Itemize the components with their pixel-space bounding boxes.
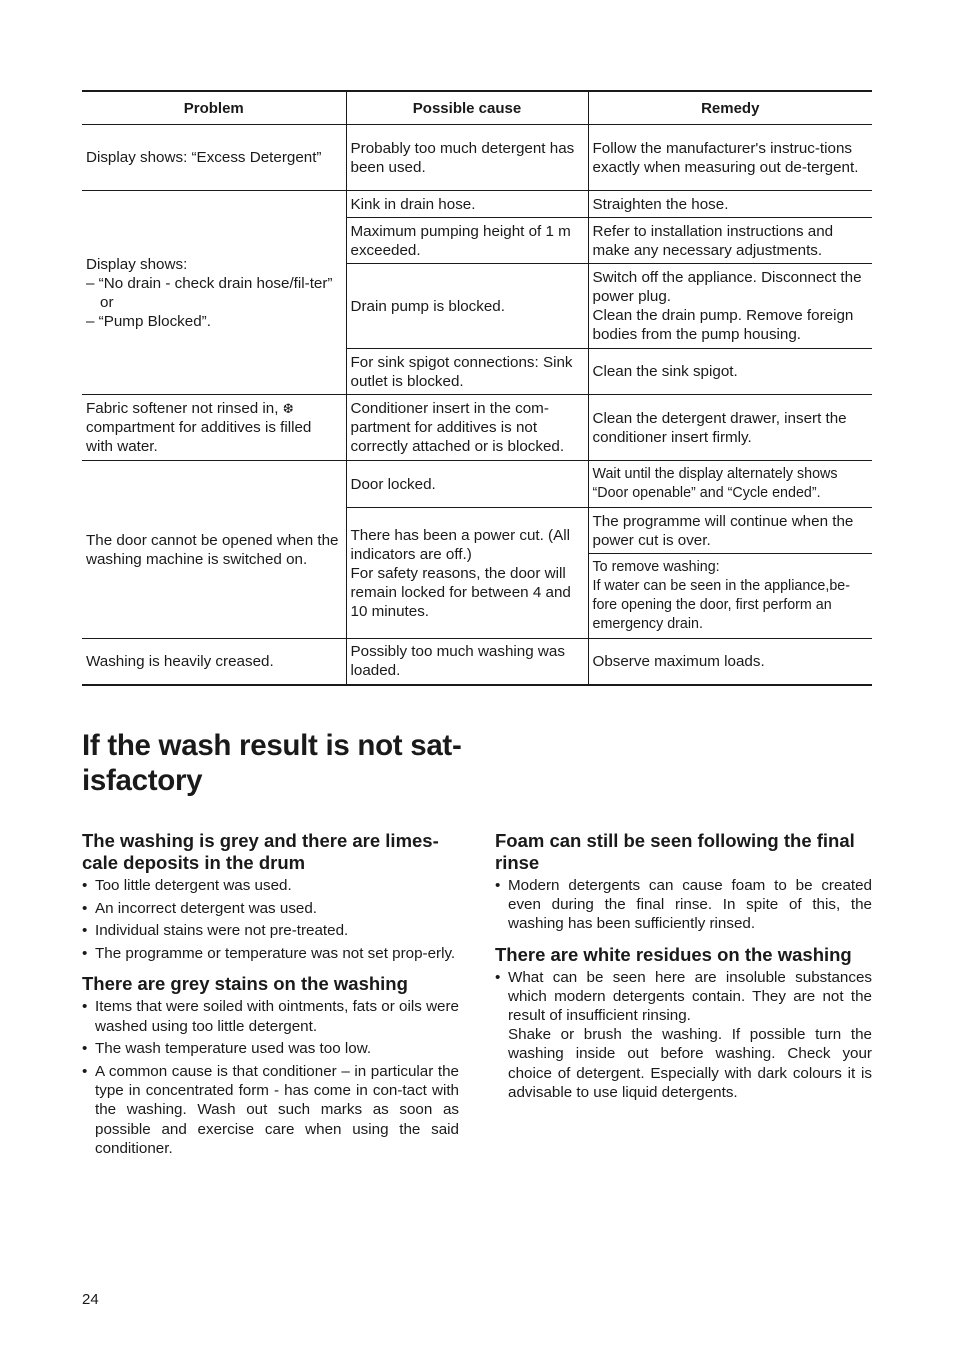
remedy-cell [588,554,872,639]
table-row [82,125,872,191]
problem-cell [82,191,346,395]
stains-heading: There are grey stains on the washing [82,973,408,995]
page-number: 24 [82,1291,99,1308]
remedy-cell: Clean the sink spigot. [588,349,872,395]
problem-text-b: compartment for additives is filled with water. [86,419,312,455]
table-row [82,461,872,508]
problem-cell: The door cannot be opened when the washing machine is switched on. [82,461,346,639]
remedy-line: Clean the drain pump. Remove foreign bodies from the pump housing. [592,307,854,343]
remedy-cell: Refer to installation instructions and make any necessary adjustments. [588,218,872,264]
white-list [495,968,872,1102]
foam-list [495,876,872,934]
problem-cell [82,395,346,461]
table-row [82,395,872,461]
table-row [82,639,872,685]
list-item: • An incorrect detergent was used. [82,899,459,918]
paragraph: Shake or brush the washing. If possible turn the washing inside out before washing. Check your choice of detergent. Especially with dark colours it is advisable to use liquid detergents. [508,1026,872,1101]
list-item: • Modern detergents can cause foam to be created even during the final rinse. In spite of this, the washing has been sufficiently rinsed. [495,876,872,934]
cause-cell: Possibly too much washing was loaded. [346,639,588,685]
right-column [495,830,872,1106]
cause-cell [346,508,588,639]
cause-cell: Door locked. [346,461,588,508]
remedy-cell: The programme will continue when the power cut is over. [588,508,872,554]
remedy-line: If water can be seen in the appliance,be-fore opening the door, first perform an emergency drain. [592,578,851,632]
remedy-cell: Follow the manufacturer's instruc-tions exactly when measuring out de-tergent. [588,125,872,191]
softener-compartment-icon: ❆ [282,401,294,416]
problem-cell: Display shows: “Excess Detergent” [82,125,346,191]
list-item [495,968,872,1102]
cause-cell: Probably too much detergent has been used. [346,125,588,191]
foam-heading: Foam can still be seen following the final rinse [495,830,855,873]
remedy-line: Switch off the appliance. Disconnect the power plug. [592,269,862,305]
header-cause: Possible cause [346,91,588,125]
remedy-cell: Clean the detergent drawer, insert the conditioner insert firmly. [588,395,872,461]
problem-list [86,274,342,331]
paragraph: • What can be seen here are insoluble substances which modern detergents contain. They are not the result of insufficient rinsing. [508,968,872,1025]
cause-line: For safety reasons, the door will remain locked for between 4 and 10 minutes. [350,564,571,620]
list-item: • Individual stains were not pre-treated. [82,921,459,940]
problem-cell: Washing is heavily creased. [82,639,346,685]
table-header-row [82,91,872,125]
list-item: • Too little detergent was used. [82,876,459,895]
list-item: • Items that were soiled with ointments, fats or oils were washed using too little detergent. [82,997,459,1035]
list-item: – “No drain - check drain hose/fil-ter” or [86,274,333,311]
problem-intro: Display shows: [86,255,188,273]
grey-heading: The washing is grey and there are limes-cale deposits in the drum [82,830,439,873]
stains-list [82,997,459,1158]
remedy-line: To remove washing: [592,559,720,575]
troubleshooting-table [82,90,872,686]
list-item: – “Pump Blocked”. [86,312,211,330]
table-row [82,191,872,218]
white-heading: There are white residues on the washing [495,943,852,965]
cause-cell: Maximum pumping height of 1 m exceeded. [346,218,588,264]
grey-list [82,876,459,963]
section-title: If the wash result is not sat-isfactory [82,729,462,797]
list-item: • A common cause is that conditioner – in particular the type in concentrated form - has come in con-tact with the washing. Wash out such marks as soon as possible and exercise care when using the said conditioner. [82,1062,459,1158]
list-item: • The programme or temperature was not set prop-erly. [82,944,459,963]
cause-line: There has been a power cut. (All indicators are off.) [350,526,570,563]
left-column [82,830,459,1161]
header-remedy: Remedy [588,91,872,125]
remedy-cell: Observe maximum loads. [588,639,872,685]
problem-text-a: Fabric softener not rinsed in, [86,400,279,417]
remedy-cell [588,264,872,349]
list-item: • The wash temperature used was too low. [82,1039,459,1058]
header-problem: Problem [82,91,346,125]
cause-cell: For sink spigot connections: Sink outlet is blocked. [346,349,588,395]
remedy-cell: Wait until the display alternately shows “Door openable” and “Cycle ended”. [588,461,872,508]
remedy-cell: Straighten the hose. [588,191,872,218]
cause-cell: Drain pump is blocked. [346,264,588,349]
cause-cell: Conditioner insert in the com-partment for additives is not correctly attached or is blocked. [346,395,588,461]
cause-cell: Kink in drain hose. [346,191,588,218]
